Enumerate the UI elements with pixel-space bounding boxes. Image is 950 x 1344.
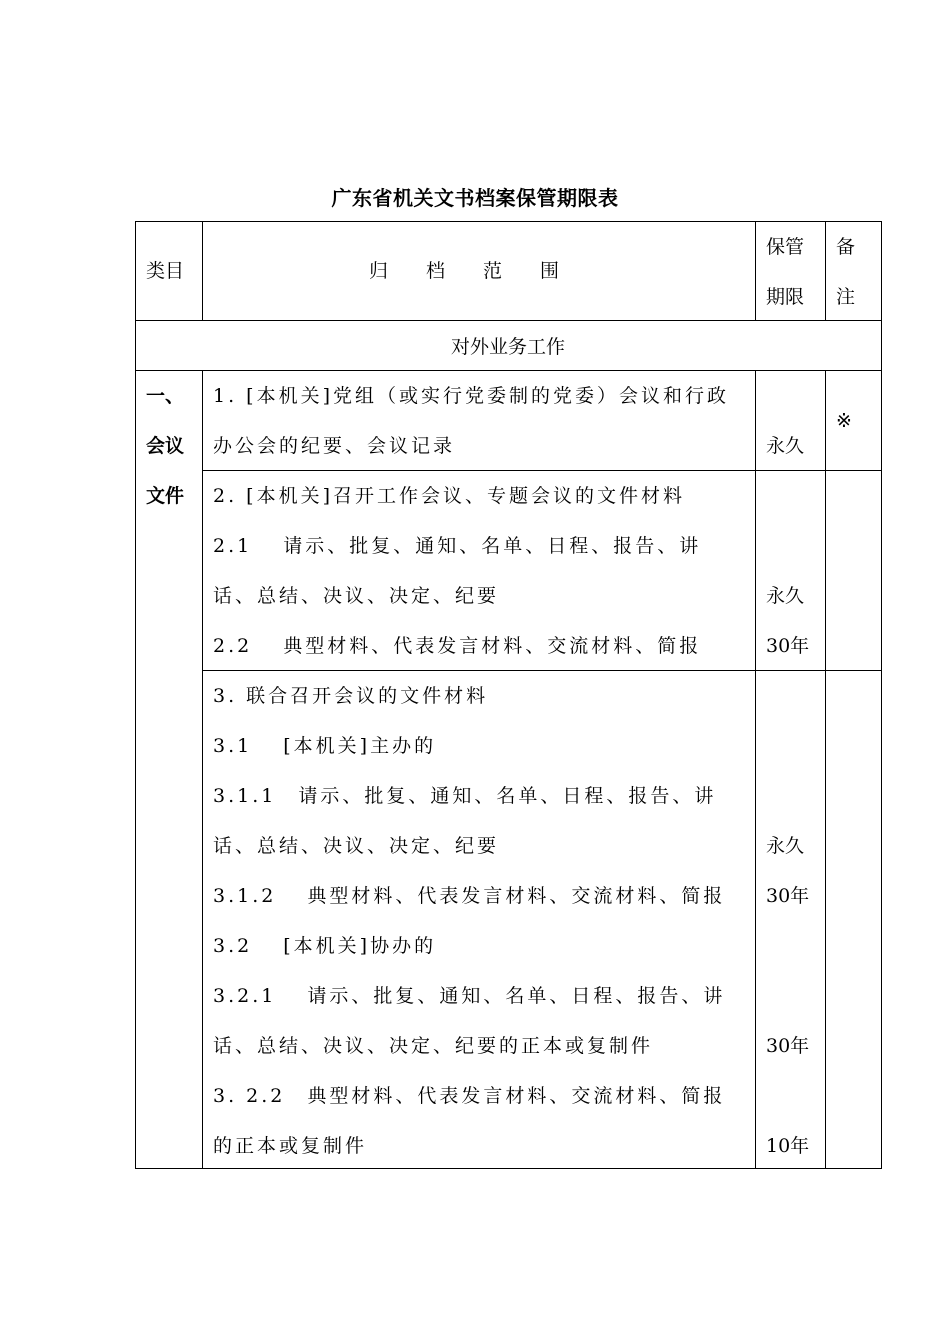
table-column-rule: [202, 370, 203, 1169]
table-column-rule: [825, 221, 826, 320]
table-rule: [202, 470, 882, 471]
header-retention-line1: 保管: [766, 236, 805, 258]
scope-text-line: 3. 2.2 典型材料、代表发言材料、交流材料、简报: [213, 1085, 726, 1107]
section-heading: 对外业务工作: [450, 336, 565, 358]
retention-value: 30年: [766, 635, 810, 657]
scope-text-line: 办公会的纪要、会议记录: [213, 435, 456, 457]
table-border-right: [881, 221, 882, 1169]
scope-text-line: 3.2.1 请示、批复、通知、名单、日程、报告、讲: [213, 985, 726, 1007]
scope-text-line: 的正本或复制件: [213, 1135, 368, 1157]
table-rule: [135, 370, 882, 371]
table-border-bottom: [135, 1168, 882, 1169]
scope-text-line: 1. [本机关]党组（或实行党委制的党委）会议和行政: [213, 385, 729, 407]
remark-mark: ※: [836, 410, 852, 432]
scope-text-line: 3. 联合召开会议的文件材料: [213, 685, 489, 707]
scope-text-line: 话、总结、决议、决定、纪要: [213, 585, 500, 607]
header-remarks-line2: 注: [836, 286, 856, 308]
scope-text-line: 2. [本机关]召开工作会议、专题会议的文件材料: [213, 485, 685, 507]
table-column-rule: [202, 221, 203, 320]
scope-text-line: 2.1 请示、批复、通知、名单、日程、报告、讲: [213, 535, 702, 557]
header-retention-line2: 期限: [766, 286, 805, 308]
scope-text-line: 3.1 [本机关]主办的: [213, 735, 437, 757]
page-title: 广东省机关文书档案保管期限表: [331, 186, 619, 210]
scope-text-line: 3.2 [本机关]协办的: [213, 935, 437, 957]
retention-value: 永久: [766, 835, 805, 857]
scope-text-line: 话、总结、决议、决定、纪要的正本或复制件: [213, 1035, 654, 1057]
scope-text-line: 话、总结、决议、决定、纪要: [213, 835, 500, 857]
retention-value: 10年: [766, 1135, 810, 1157]
header-scope: 归 档 范 围: [369, 260, 560, 282]
scope-text-line: 2.2 典型材料、代表发言材料、交流材料、简报: [213, 635, 702, 657]
retention-value: 永久: [766, 585, 805, 607]
scope-text-line: 3.1.2 典型材料、代表发言材料、交流材料、简报: [213, 885, 726, 907]
table-rule: [202, 670, 882, 671]
table-border-left: [135, 221, 136, 1169]
retention-value: 30年: [766, 885, 810, 907]
table-border-top: [135, 221, 882, 222]
scope-text-line: 3.1.1 请示、批复、通知、名单、日程、报告、讲: [213, 785, 717, 807]
retention-value: 永久: [766, 435, 805, 457]
retention-value: 30年: [766, 1035, 810, 1057]
category-label-line3: 文件: [146, 485, 185, 507]
header-remarks-line1: 备: [836, 236, 856, 258]
table-column-rule: [755, 221, 756, 320]
table-rule: [135, 320, 882, 321]
header-category: 类目: [146, 260, 185, 282]
table-column-rule: [755, 370, 756, 1169]
category-label-line2: 会议: [146, 435, 185, 457]
category-label-line1: 一、: [146, 385, 185, 407]
table-column-rule: [825, 370, 826, 1169]
